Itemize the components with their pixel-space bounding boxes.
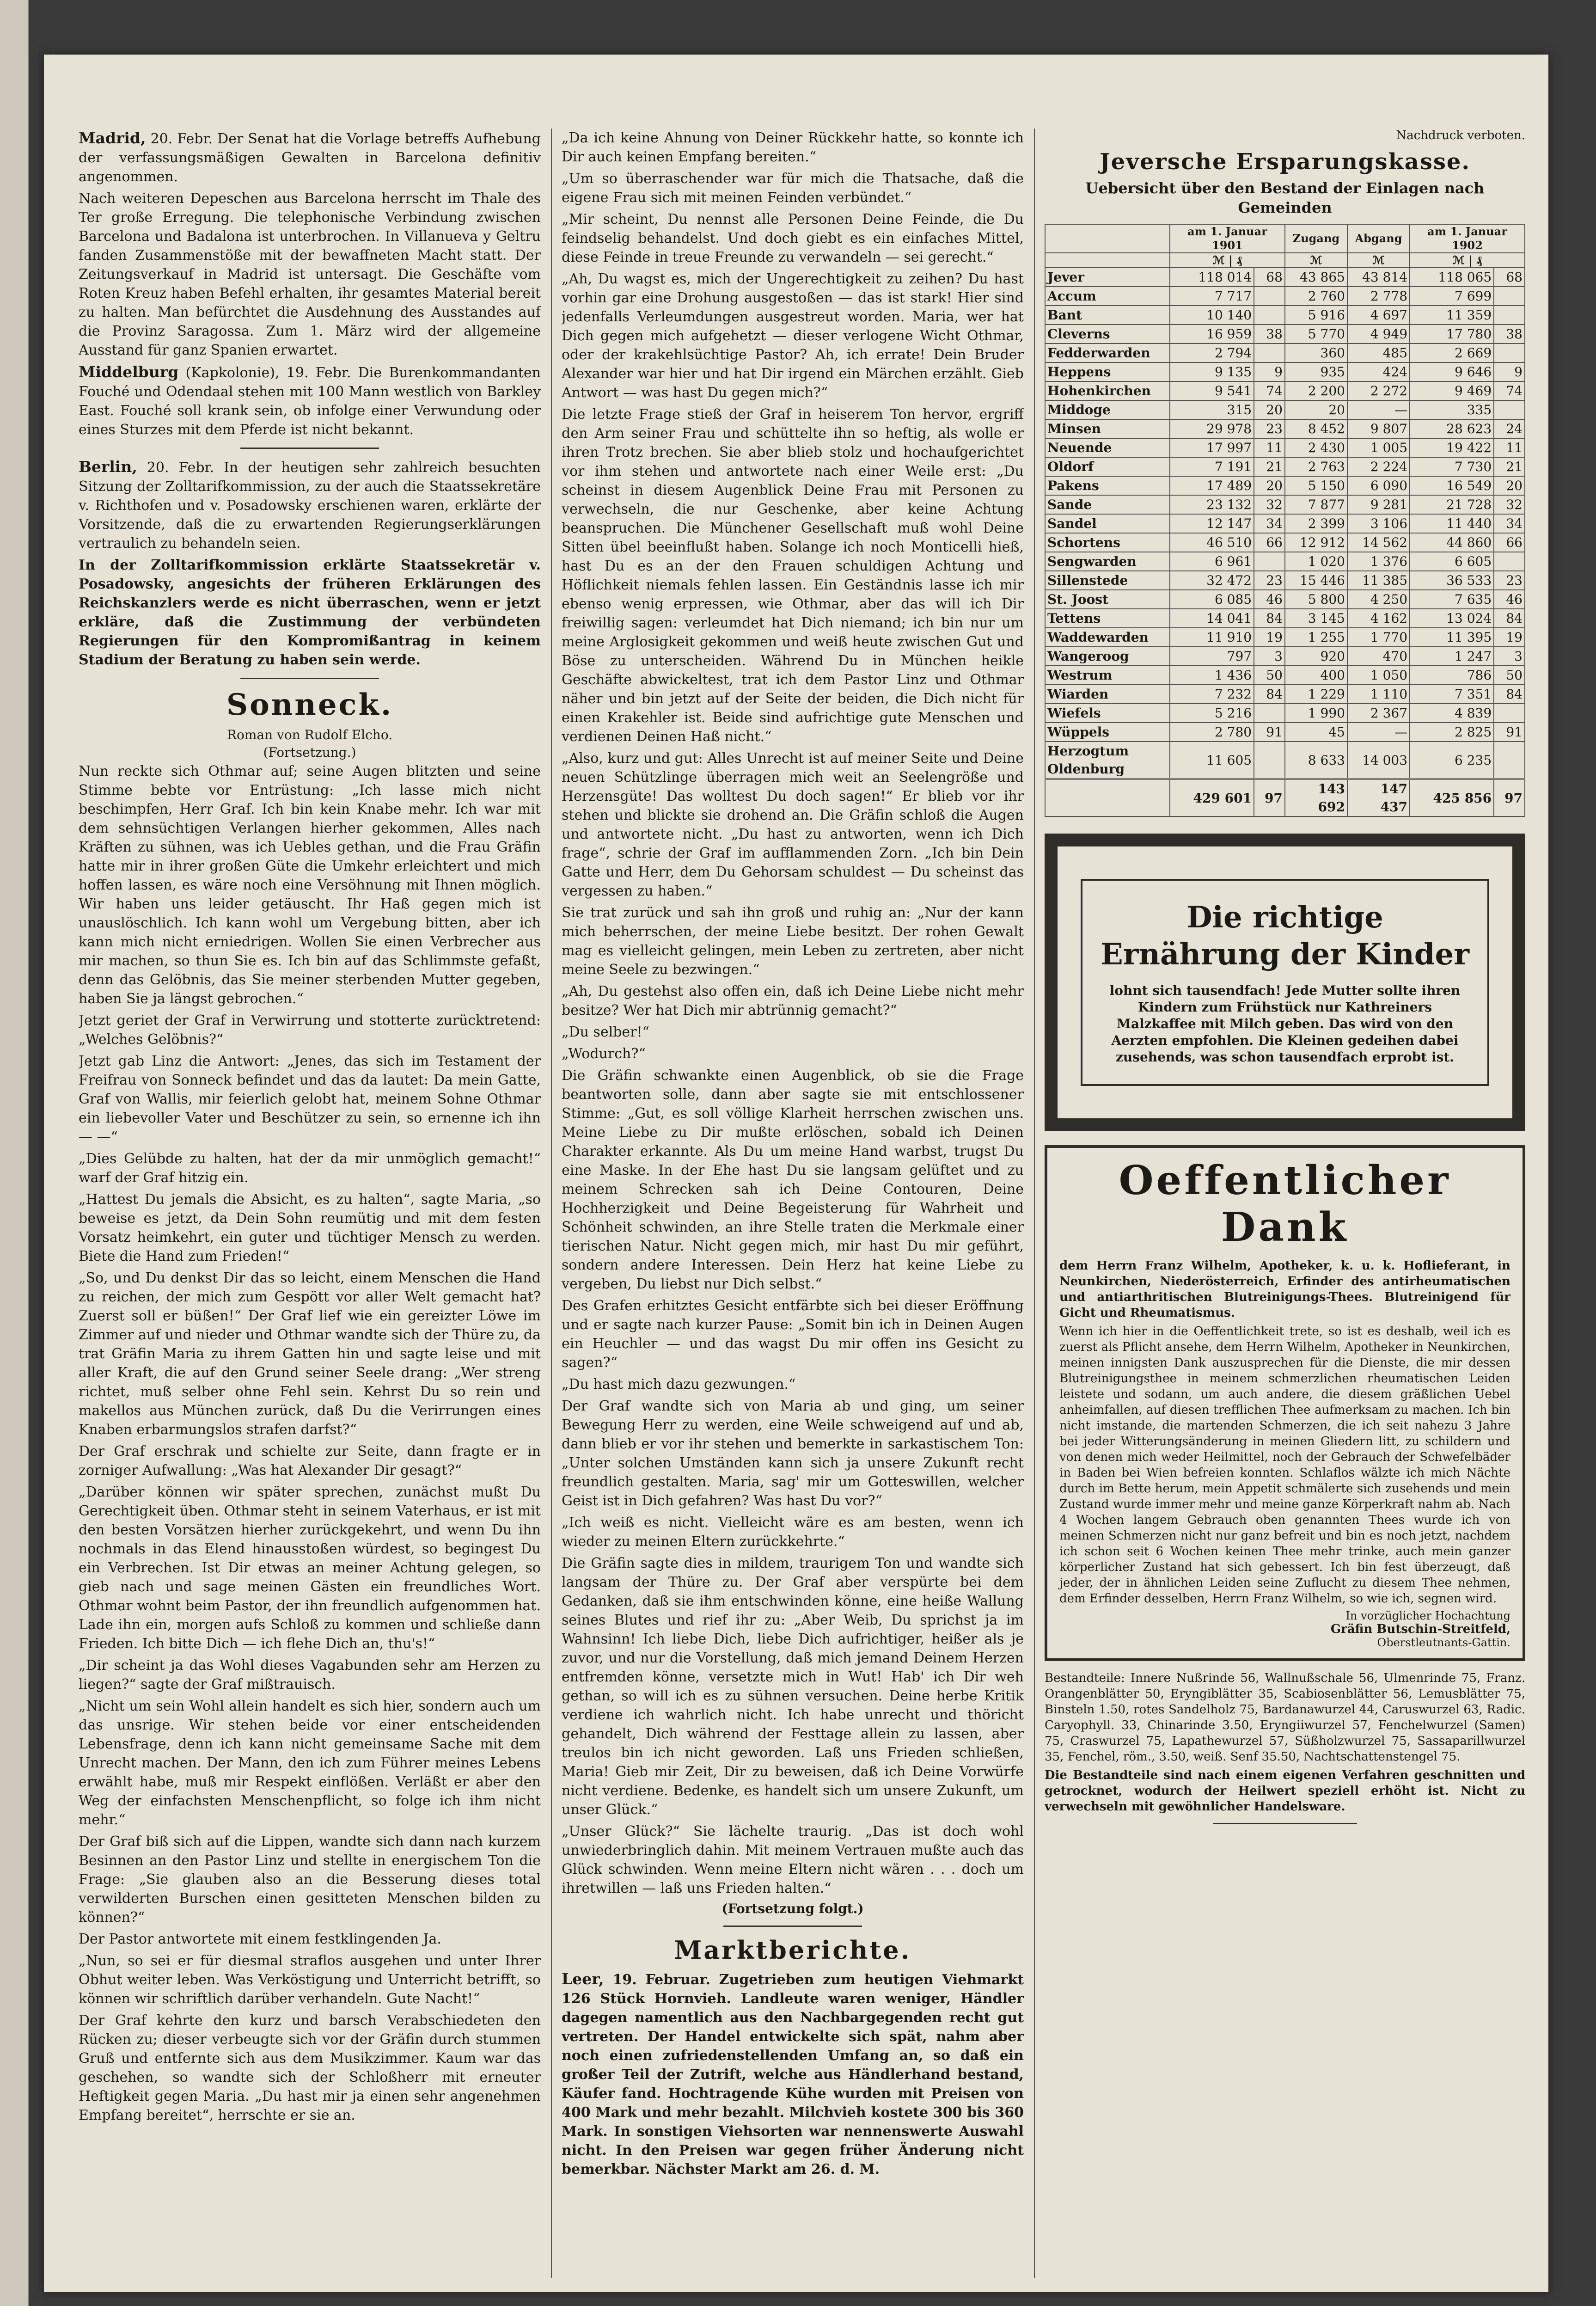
table-cell: 68	[1254, 268, 1285, 287]
novel-text-continued	[562, 129, 1024, 1898]
table-row	[1045, 325, 1525, 343]
table-cell: 21	[1494, 457, 1525, 476]
table-cell: 84	[1494, 685, 1525, 704]
thank-you-advertisement	[1045, 1145, 1525, 1661]
table-cell: 1 110	[1347, 685, 1410, 704]
table-cell: 920	[1285, 647, 1347, 666]
municipality-name: Schortens	[1045, 533, 1170, 552]
table-cell	[1494, 343, 1525, 362]
table-cell: 2 778	[1347, 287, 1410, 306]
table-cell: 11 359	[1410, 306, 1494, 325]
municipality-name: Oldorf	[1045, 457, 1170, 476]
table-row	[1045, 268, 1525, 287]
table-cell: 935	[1285, 362, 1347, 381]
table-cell: 11 440	[1410, 514, 1494, 533]
table-cell: 2 825	[1410, 723, 1494, 742]
kathreiner-advertisement	[1045, 834, 1525, 1131]
table-cell: 66	[1494, 533, 1525, 552]
table-row	[1045, 287, 1525, 306]
table-cell: 9 469	[1410, 381, 1494, 400]
municipality-name: Wiefels	[1045, 704, 1170, 723]
table-cell: 20	[1494, 476, 1525, 495]
table-row	[1045, 609, 1525, 628]
column-2	[562, 129, 1024, 2182]
novel-paragraph: Die letzte Frage stieß der Graf in heiserem Ton hervor, ergriff den Arm seiner Frau und schüttelte ihn so heftig, als wolle er ihren Trotz brechen. Sie aber blieb stolz und hochaufgerichtet vor ihm stehen und antwortete nach einer Weile erst: „Du scheinst in diesem Augenblick Deine Frau mit Personen zu verwechseln, die nur Geschenke, aber keine Achtung beanspruchen. Die Münchener Gesellschaft muß wohl Deine Sitten übel beeinflußt haben. Solange ich noch Monticelli hieß, hast Du es an der den Frauen schuldigen Achtung und Höflichkeit niemals fehlen lassen. Ein Geständnis lasse ich mir ebenso wenig erpressen, wie Othmar, aber das will ich Dir freiwillig sagen: verleumdet hat Dich niemand; ich bin nur um meine Arglosigkeit gekommen und weiß heute zwischen Gut und Böse zu unterscheiden. Während Du in München heikle Geschäfte abwickeltest, trat ich dem Pastor Linz und Othmar näher und bin jetzt auf der Seite der beiden, die Dich nicht für einen Krakehler ist. Beide sind aufrichtige gute Menschen und verdienen Deinen Haß nicht.“	[562, 406, 1024, 745]
table-cell: 9	[1494, 362, 1525, 381]
table-cell: 11 910	[1170, 628, 1254, 647]
table-cell: 1 247	[1410, 647, 1494, 666]
novel-paragraph: Der Graf biß sich auf die Lippen, wandte sich dann nach kurzem Besinnen an den Pastor Linz und stellte in energischem Ton die Frage: „Sie glauben also an die Besserung dieses total verwilderten Burschen einen gesitteten Menschen bilden zu können?“	[79, 1834, 541, 1926]
total-cell: 429 601	[1170, 779, 1254, 816]
table-row	[1045, 495, 1525, 514]
divider	[723, 1926, 862, 1927]
ad-signature-greeting: In vorzüglicher Hochachtung	[1345, 1609, 1510, 1622]
table-cell: 74	[1494, 381, 1525, 400]
ad-body: Wenn ich hier in die Oeffentlichkeit trete, so ist es deshalb, weil ich es zuerst als Pflicht ansehe, dem Herrn Wilhelm, Apotheker in Neunkirchen, meinen innigsten Dank auszusprechen für die Dienste, die mir dessen Blutreinigungsthee in meinem schmerzlichen rheumatischen Leiden leistete und sodann, um auch andere, die diesem gräßlichen Uebel anheimfallen, auf diesen trefflichen Thee aufmerksam zu machen. Ich bin nicht imstande, die martenden Schmerzen, die ich seit nahezu 3 Jahre bei jeder Witterungsänderung in meinen Gliedern litt, zu schildern und von denen mich weder Heilmittel, noch der Gebrauch der Schwefelbäder in Baden bei Wien befreien konnten. Schlaflos wälzte ich mich Nächte durch im Bette herum, mein Appetit schmälerte sich zusehends und mein Zustand wurde immer mehr und meine ganze Körperkraft nahm ab. Nach 4 Wochen langem Gebrauch oben genannten Thees wurde ich von meinen Schmerzen nicht nur ganz befreit und bin es noch jetzt, nachdem ich schon seit 6 Wochen keinen Thee mehr trinke, auch mein ganzer körperlicher Zustand hat sich gebessert. Ich bin fest überzeugt, daß jeder, der in ähnlichen Leiden seine Zuflucht zu diesem Thee nehmen, dem Erfinder desselben, Herrn Franz Wilhelm, so wie ich, segnen wird.	[1059, 1325, 1510, 1606]
table-cell	[1494, 742, 1525, 779]
table-cell: 2 760	[1285, 287, 1347, 306]
municipality-name: Sillenstede	[1045, 571, 1170, 590]
table-cell: 1 990	[1285, 704, 1347, 723]
total-cell: 147 437	[1347, 779, 1410, 816]
table-cell: 1 229	[1285, 685, 1347, 704]
table-cell: 6 605	[1410, 552, 1494, 571]
table-cell: 9 541	[1170, 381, 1254, 400]
table-cell: 11 395	[1410, 628, 1494, 647]
table-cell: 36 533	[1410, 571, 1494, 590]
table-cell: 4 949	[1347, 325, 1410, 343]
table-cell: 21	[1254, 457, 1285, 476]
table-cell: 38	[1494, 325, 1525, 343]
table-cell: 2 780	[1170, 723, 1254, 742]
table-cell: 5 800	[1285, 590, 1347, 609]
novel-paragraph: Jetzt geriet der Graf in Verwirrung und stotterte zurücktretend: „Welches Gelöbnis?“	[79, 1012, 541, 1048]
column-rule	[551, 129, 552, 2278]
table-cell: 470	[1347, 647, 1410, 666]
table-row	[1045, 343, 1525, 362]
table-cell: 11 385	[1347, 571, 1410, 590]
table-cell: 5 770	[1285, 325, 1347, 343]
ingredients: Bestandteile: Innere Nußrinde 56, Wallnußschale 56, Ulmenrinde 75, Franz. Orangenblätter 50, Eryngiblätter 35, Scabiosenblätter 56, Lemusblätter 75, Binsteln 1.50, rotes Sandelholz 75, Bardanawurzel 44, Caruswurzel 63, Radic. Caryophyll. 33, Chinarinde 3.50, Eryngiiwurzel 57, Fenchelwurzel (Samen) 75, Craswurzel 75, Lapathewurzel 57, Süßholzwurzel 75, Sassaparillwurzel 35, Fenchel, röm., 3.50, weiß. Senf 35.50, Nachtschattenstengel 75.	[1045, 1671, 1525, 1764]
table-cell	[1494, 552, 1525, 571]
table-cell: 19 422	[1410, 438, 1494, 457]
table-cell: 9 646	[1410, 362, 1494, 381]
table-unit: ℳ | ₰	[1410, 253, 1525, 268]
table-row	[1045, 685, 1525, 704]
table-cell: 32 472	[1170, 571, 1254, 590]
novel-paragraph: „Also, kurz und gut: Alles Unrecht ist auf meiner Seite und Deine neuen Schützlinge überragen mich weit an Seelengröße und Herzensgüte! Das wolltest Du doch sagen!“ Er blieb vor ihr stehen und blickte sie drohend an. Die Gräfin schloß die Augen und antwortete nicht. „Du hast zu antworten, wenn ich Dich frage“, schrie der Graf im aufflammenden Zorn. „Ich bin Dein Gatte und Herr, dem Du Gehorsam schuldest — Du scheinst das vergessen zu haben.“	[562, 750, 1024, 899]
savings-bank-title: Jeversche Ersparungskasse.	[1099, 149, 1471, 175]
novel-paragraph: Des Grafen erhitztes Gesicht entfärbte sich bei dieser Eröffnung und er sagte nach kurzer Pause: „Somit bin ich in Deinen Augen ein Heuchler — und das wagst Du mir offen ins Gesicht zu sagen?“	[562, 1298, 1024, 1371]
table-cell: 46 510	[1170, 533, 1254, 552]
table-row	[1045, 704, 1525, 723]
novel-text	[79, 762, 541, 2125]
market-report-leer: Leer, 19. Februar. Zugetrieben zum heutigen Viehmarkt 126 Stück Hornvieh. Landleute waren weniger, Händler dagegen namentlich aus den Nachbargegenden recht gut vertreten. Der Handel entwickelte sich spät, nahm aber noch einen zufriedenstellenden Umfang an, so daß ein großer Teil der Zutrift, welche aus Händlerhand bestand, Käufer fand. Hochtragende Kühe wurden mit Preisen von 400 Mark und mehr bezahlt. Milchvieh kostete 300 bis 360 Mark. In sonstigen Viehsorten war nennenswerte Auswahl nicht. In den Preisen war gegen früher Änderung nicht bemerkbar. Nächster Markt am 26. d. M.	[562, 1970, 1024, 2177]
table-cell: 7 635	[1410, 590, 1494, 609]
column-rule	[1034, 129, 1035, 2278]
municipality-name: St. Joost	[1045, 590, 1170, 609]
news-berlin-p2: In der Zolltarifkommission erklärte Staatssekretär v. Posadowsky, angesichts der früheren Erklärungen des Reichskanzlers werde es nicht überraschen, wenn er jetzt erkläre, daß die Zustimmung der verbündeten Regierungen für den Kompromißantrag in keinem Stadium der Beratung zu haben sein werde.	[79, 557, 541, 668]
table-cell: 2 272	[1347, 381, 1410, 400]
novel-paragraph: „Mir scheint, Du nennst alle Personen Deine Feinde, die Du feindselig behandelst. Und doch giebt es ein einfaches Mittel, diese Feinde in treue Freunde zu verwandeln — sei gerecht.“	[562, 211, 1024, 265]
table-cell: 6 090	[1347, 476, 1410, 495]
table-cell: 91	[1494, 723, 1525, 742]
novel-paragraph: „Du hast mich dazu gezwungen.“	[562, 1376, 796, 1392]
table-cell: —	[1347, 723, 1410, 742]
municipality-name: Accum	[1045, 287, 1170, 306]
table-cell: 1 050	[1347, 666, 1410, 685]
novel-paragraph: „Um so überraschender war für mich die Thatsache, daß die eigene Frau sich mit meinen Feinden verbündet.“	[562, 171, 1024, 206]
table-cell: 74	[1254, 381, 1285, 400]
table-cell: 23 132	[1170, 495, 1254, 514]
table-cell: 14 003	[1347, 742, 1410, 779]
table-header: Abgang	[1347, 224, 1410, 253]
table-cell: 50	[1494, 666, 1525, 685]
table-cell: 9 281	[1347, 495, 1410, 514]
table-cell: 8 633	[1285, 742, 1347, 779]
table-total-row	[1045, 779, 1525, 816]
municipality-name: Waddewarden	[1045, 628, 1170, 647]
news-middelburg: Middelburg (Kapkolonie), 19. Febr. Die Burenkommandanten Fouché und Odendaal stehen mit 100 Mann westlich von Barkley East. Fouché soll krank sein, ob infolge einer Verwundung oder eines Sturzes mit dem Pferde ist nicht bekannt.	[79, 363, 541, 438]
table-cell: 20	[1285, 400, 1347, 419]
municipality-name: Hohenkirchen	[1045, 381, 1170, 400]
table-cell	[1494, 400, 1525, 419]
table-row	[1045, 400, 1525, 419]
table-cell: 44 860	[1410, 533, 1494, 552]
table-header: am 1. Januar 1902	[1410, 224, 1525, 253]
municipality-name: Middoge	[1045, 400, 1170, 419]
table-cell: 3 145	[1285, 609, 1347, 628]
table-cell: 424	[1347, 362, 1410, 381]
total-cell: 425 856	[1410, 779, 1494, 816]
table-cell: 6 235	[1410, 742, 1494, 779]
table-cell: 29 978	[1170, 419, 1254, 438]
municipality-name: Tettens	[1045, 609, 1170, 628]
table-cell: 118 014	[1170, 268, 1254, 287]
table-row	[1045, 419, 1525, 438]
novel-paragraph: Der Graf erschrak und schielte zur Seite, dann fragte er in zorniger Aufwallung: „Was hat Alexander Dir gesagt?“	[79, 1443, 541, 1478]
table-cell	[1494, 287, 1525, 306]
table-header	[1045, 224, 1170, 253]
ad-inner-frame	[1081, 879, 1489, 1086]
table-cell: 1 005	[1347, 438, 1410, 457]
table-row	[1045, 571, 1525, 590]
column-1	[79, 129, 541, 2128]
table-row	[1045, 552, 1525, 571]
table-cell	[1494, 306, 1525, 325]
novel-paragraph: Nun reckte sich Othmar auf; seine Augen blitzten und seine Stimme bebte vor Entrüstung: „Ich lasse mich nicht beschimpfen, Herr Graf. Ich bin kein Knabe mehr. Ich war mit dem sehnsüchtigen Verlangen hierher gekommen, Alles nach Kräften zu sühnen, was ich Uebles gethan, und die Frau Gräfin hatte mir in ihrer großen Güte die Umkehr erleichtert und mich hoffen lassen, es wäre noch eine Versöhnung mit Ihnen möglich. Wir haben uns leider getäuscht. Ihr Haß gegen mich ist unauslöschlich. Ich kann wohl um Vergebung bitten, aber ich kann mich nicht erniedrigen. Wollen Sie einen Verbrecher aus mir machen, so thun Sie es. Ich bin auf das Schlimmste gefaßt, denn das Gelöbnis, das Sie meiner sterbenden Mutter gegeben, haben Sie ja längst gebrochen.“	[79, 763, 541, 1007]
novel-author: Roman von Rudolf Elcho.	[226, 727, 393, 742]
table-cell: 12 912	[1285, 533, 1347, 552]
municipality-name: Sandel	[1045, 514, 1170, 533]
table-cell: 23	[1254, 571, 1285, 590]
municipality-name: Minsen	[1045, 419, 1170, 438]
table-cell: 23	[1494, 571, 1525, 590]
municipality-name: Sengwarden	[1045, 552, 1170, 571]
column-3	[1045, 129, 1525, 1833]
novel-paragraph: Der Pastor antwortete mit einem festklingenden Ja.	[79, 1931, 441, 1947]
novel-paragraph: „Unser Glück?“ Sie lächelte traurig. „Das ist doch wohl unwiederbringlich dahin. Mit meinem Vertrauen mußte auch das Glück schwinden. Wenn meine Eltern nicht wären . . . doch um ihretwillen — laß uns Frieden halten.“	[562, 1823, 1024, 1896]
table-cell: 84	[1254, 685, 1285, 704]
table-row	[1045, 438, 1525, 457]
table-cell: 50	[1254, 666, 1285, 685]
novel-paragraph: „Ah, Du gestehst also offen ein, daß ich Deine Liebe nicht mehr besitze? Wer hat Dich mir abtrünnig gemacht?“	[562, 983, 1024, 1018]
table-cell: 400	[1285, 666, 1347, 685]
table-cell: 2 200	[1285, 381, 1347, 400]
novel-paragraph: „Du selber!“	[562, 1024, 649, 1040]
municipality-name: Heppens	[1045, 362, 1170, 381]
table-cell: 66	[1254, 533, 1285, 552]
novel-paragraph: „Da ich keine Ahnung von Deiner Rückkehr hatte, so konnte ich Dir auch keinen Empfang bereiten.“	[562, 130, 1024, 165]
table-cell: 9 135	[1170, 362, 1254, 381]
novel-title: Sonneck.	[226, 687, 393, 722]
table-cell: 32	[1494, 495, 1525, 514]
table-cell: 46	[1494, 590, 1525, 609]
table-cell: 4 839	[1410, 704, 1494, 723]
table-cell: 45	[1285, 723, 1347, 742]
table-cell: 2 430	[1285, 438, 1347, 457]
municipality-name: Fedderwarden	[1045, 343, 1170, 362]
table-row	[1045, 381, 1525, 400]
ad-signature-name: Gräfin Butschin-Streitfeld,	[1330, 1622, 1510, 1636]
novel-paragraph: Der Graf wandte sich von Maria ab und ging, um seiner Bewegung Herr zu werden, eine Weile schweigend auf und ab, dann blieb er vor ihr stehen und bemerkte in sarkastischem Ton: „Unter solchen Umständen kann sich ja unsere Zukunft recht freundlich gestalten. Maria, sag' mir um Gotteswillen, welcher Geist ist in Dich gefahren? Was hast Du vor?“	[562, 1398, 1024, 1509]
ad-headline: Die richtige Ernährung der Kinder	[1101, 900, 1469, 972]
table-cell: 21 728	[1410, 495, 1494, 514]
table-cell	[1254, 704, 1285, 723]
table-cell: 786	[1410, 666, 1494, 685]
table-row	[1045, 457, 1525, 476]
table-cell: 118 065	[1410, 268, 1494, 287]
table-cell: 20	[1254, 400, 1285, 419]
table-cell: 7 232	[1170, 685, 1254, 704]
table-cell: 4 697	[1347, 306, 1410, 325]
ingredients-note: Die Bestandteile sind nach einem eigenen Verfahren geschnitten und getrocknet, wodurch der Heilwert speziell erhöht ist. Nicht zu verwechseln mit gewöhnlicher Handelsware.	[1045, 1768, 1525, 1814]
table-cell: 14 041	[1170, 609, 1254, 628]
table-cell: 19	[1494, 628, 1525, 647]
table-row	[1045, 514, 1525, 533]
table-cell: 5 150	[1285, 476, 1347, 495]
previous-page-edge	[0, 0, 29, 2306]
news-berlin: Berlin, 20. Febr. In der heutigen sehr zahlreich besuchten Sitzung der Zolltarifkommission, zu der auch die Staatssekretäre v. Richthofen und v. Posadowsky erschienen waren, erklärte der Vorsitzende, daß die zu erwartenden Regierungserklärungen vertraulich zu behandeln seien.	[79, 458, 541, 552]
table-cell: 38	[1254, 325, 1285, 343]
municipality-name: Wüppels	[1045, 723, 1170, 742]
table-cell: 43 814	[1347, 268, 1410, 287]
table-row	[1045, 476, 1525, 495]
table-cell: 3	[1254, 647, 1285, 666]
table-cell: 2 794	[1170, 343, 1254, 362]
table-cell: 6 961	[1170, 552, 1254, 571]
novel-paragraph: „Nun, so sei er für diesmal straflos ausgehen und unter Ihrer Obhut weiter leben. Was Verköstigung und Unterricht betrifft, so können wir schriftlich darüber verhandeln. Gute Nacht!“	[79, 1953, 541, 2007]
table-row	[1045, 666, 1525, 685]
total-cell: 97	[1254, 779, 1285, 816]
municipality-name: Herzogtum Oldenburg	[1045, 742, 1170, 779]
table-unit: ℳ	[1347, 253, 1410, 268]
municipality-name: Pakens	[1045, 476, 1170, 495]
table-cell	[1254, 306, 1285, 325]
municipality-name: Bant	[1045, 306, 1170, 325]
table-cell: 23	[1254, 419, 1285, 438]
table-cell: 34	[1254, 514, 1285, 533]
table-cell: 14 562	[1347, 533, 1410, 552]
table-cell: 5 916	[1285, 306, 1347, 325]
table-cell: 84	[1494, 609, 1525, 628]
table-unit: ℳ | ₰	[1170, 253, 1285, 268]
table-cell: 1 255	[1285, 628, 1347, 647]
table-cell: 28 623	[1410, 419, 1494, 438]
table-cell: 20	[1254, 476, 1285, 495]
novel-paragraph: „Dir scheint ja das Wohl dieses Vagabunden sehr am Herzen zu liegen?“ sagte der Graf mißtrauisch.	[79, 1657, 541, 1693]
table-row	[1045, 628, 1525, 647]
novel-paragraph: „Wodurch?“	[562, 1046, 646, 1062]
savings-table	[1045, 224, 1525, 817]
table-cell: 19	[1254, 628, 1285, 647]
novel-paragraph: „So, und Du denkst Dir das so leicht, einem Menschen die Hand zu reichen, der mich zum Gespött vor aller Welt gemacht hat? Zuerst soll er büßen!“ Der Graf lief wie ein gereizter Löwe im Zimmer auf und nieder und Othmar wandte sich der Thüre zu, da trat Gräfin Maria zu ihrem Gatten hin und sagte leise und mit aller Kraft, die auf den Grund seiner Seele drang: „Wer streng richtet, muß selber ohne Fehl sein. Kehrst Du so rein und makellos aus München zurück, daß Du die Verirrungen eines Knaben erbarmungslos strafen darfst?“	[79, 1270, 541, 1438]
total-cell: 143 692	[1285, 779, 1347, 816]
table-cell: 9 807	[1347, 419, 1410, 438]
novel-paragraph: Jetzt gab Linz die Antwort: „Jenes, das sich im Testament der Freifrau von Sonneck befindet und das da lautet: Da mein Gatte, Graf von Wallis, mir feierlich gelobt hat, meinem Sohne Othmar ein liebevoller Vater und Beschützer zu sein, so ernenne ich ihn — —“	[79, 1053, 541, 1145]
table-cell: 17 780	[1410, 325, 1494, 343]
table-row	[1045, 590, 1525, 609]
table-row	[1045, 723, 1525, 742]
municipality-name: Jever	[1045, 268, 1170, 287]
table-unit	[1045, 253, 1170, 268]
table-row	[1045, 533, 1525, 552]
table-cell: 15 446	[1285, 571, 1347, 590]
table-header: Zugang	[1285, 224, 1347, 253]
novel-paragraph: „Ich weiß es nicht. Vielleicht wäre es am besten, wenn ich wieder zu meinen Eltern zurückkehrte.“	[562, 1515, 1024, 1550]
table-cell: 16 549	[1410, 476, 1494, 495]
market-report-title: Marktberichte.	[674, 1935, 911, 1965]
novel-paragraph: Der Graf kehrte den kurz und barsch Verabschiedeten den Rücken zu; dieser verbeugte sich vor der Gräfin durch stummen Gruß und entfernte sich aus dem Musikzimmer. Kaum war das geschehen, so wandte sich der Schloßherr mit erneuter Heftigkeit gegen Maria. „Du hast mir ja einen sehr angenehmen Empfang bereitet“, herrschte er sie an.	[79, 2012, 541, 2123]
table-cell: 7 717	[1170, 287, 1254, 306]
table-cell: 17 489	[1170, 476, 1254, 495]
divider	[240, 448, 379, 449]
table-cell: 797	[1170, 647, 1254, 666]
municipality-name: Sande	[1045, 495, 1170, 514]
table-cell: 2 224	[1347, 457, 1410, 476]
table-cell: 3 106	[1347, 514, 1410, 533]
table-cell	[1254, 552, 1285, 571]
table-cell: 1 376	[1347, 552, 1410, 571]
divider	[1213, 1823, 1357, 1824]
table-cell: 5 216	[1170, 704, 1254, 723]
table-cell: 485	[1347, 343, 1410, 362]
ad-headline: Oeffentlicher Dank	[1119, 1157, 1451, 1251]
ad-lead: dem Herrn Franz Wilhelm, Apotheker, k. u. k. Hoflieferant, in Neunkirchen, Niederösterreich, Erfinder des antirheumatischen und antiarthritischen Blutreinigungs-Thees. Blutreinigend für Gicht und Rheumatismus.	[1059, 1259, 1510, 1320]
novel-paragraph: „Hattest Du jemals die Absicht, es zu halten“, sagte Maria, „so beweise es jetzt, da Dein Sohn reumütig und mit dem festen Vorsatz heimkehrt, ein guter und tüchtiger Mensch zu werden. Biete die Hand zum Frieden!“	[79, 1191, 541, 1264]
news-madrid: Madrid, 20. Febr. Der Senat hat die Vorlage betreffs Aufhebung der verfassungsmäßigen Gewalten in Barcelona definitiv angenommen.	[79, 129, 541, 185]
total-cell	[1045, 779, 1170, 816]
table-cell: 7 730	[1410, 457, 1494, 476]
table-cell	[1494, 704, 1525, 723]
table-cell: 360	[1285, 343, 1347, 362]
table-cell: 4 250	[1347, 590, 1410, 609]
reprint-notice: Nachdruck verboten.	[1396, 129, 1525, 142]
table-cell: 7 877	[1285, 495, 1347, 514]
table-cell	[1254, 287, 1285, 306]
novel-paragraph: „Nicht um sein Wohl allein handelt es sich hier, sondern auch um das unsrige. Wir stehen beide vor einer entscheidenden Lebensfrage, denn ich kann nicht gemeinsame Sache mit dem Unrecht machen. Der Mann, den ich zum Führer meines Lebens erwählt habe, muß mir Respekt einflößen. Verläßt er aber den Weg der einfachsten Menschenpflicht, so folge ich ihm nicht mehr.“	[79, 1698, 541, 1828]
to-be-continued: (Fortsetzung folgt.)	[722, 1901, 864, 1916]
table-cell: 1 020	[1285, 552, 1347, 571]
table-cell: 13 024	[1410, 609, 1494, 628]
table-cell: 11	[1254, 438, 1285, 457]
table-cell: 17 997	[1170, 438, 1254, 457]
novel-paragraph: Sie trat zurück und sah ihn groß und ruhig an: „Nur der kann mich beherrschen, der meine Liebe besitzt. Der rohen Gewalt mag es vielleicht gelingen, mein Leben zu zertreten, aber nicht meine Seele zu bezwingen.“	[562, 905, 1024, 978]
table-row	[1045, 362, 1525, 381]
table-cell: 16 959	[1170, 325, 1254, 343]
table-cell: 9	[1254, 362, 1285, 381]
table-cell: 8 452	[1285, 419, 1347, 438]
municipality-name: Westrum	[1045, 666, 1170, 685]
novel-continuation: (Fortsetzung.)	[263, 745, 356, 760]
table-cell: 7 351	[1410, 685, 1494, 704]
table-row	[1045, 306, 1525, 325]
table-cell: 315	[1170, 400, 1254, 419]
table-cell	[1254, 343, 1285, 362]
divider	[240, 678, 379, 679]
table-unit: ℳ	[1285, 253, 1347, 268]
novel-paragraph: Die Gräfin schwankte einen Augenblick, ob sie die Frage beantworten solle, dann aber sagte sie mit entschlossener Stimme: „Gut, es soll völlige Klarheit herrschen zwischen uns. Meine Liebe zu Dir mußte erlöschen, sobald ich Deinen Charakter erkannte. Als Du um meine Hand warbst, trugst Du eine Maske. In der Ehe hast Du sie langsam gelüftet und zu meinem Schrecken sah ich Deine Contouren, Deine Hochherzigkeit und Deine Begeisterung für Wahrheit und Schönheit schwinden, an ihre Stelle traten die Merkmale einer tierischen Natur. Nicht gegen mich, mir hast Du mir geführt, sondern andere Interessen. Dein Herz hat keine Liebe zu vergeben, Du liebst nur Dich selbst.“	[562, 1067, 1024, 1292]
ad-signature-title: Oberstleutnants-Gattin.	[1377, 1636, 1510, 1649]
municipality-name: Cleverns	[1045, 325, 1170, 343]
table-cell: 7 191	[1170, 457, 1254, 476]
table-cell: 1 436	[1170, 666, 1254, 685]
table-cell: 11	[1494, 438, 1525, 457]
novel-paragraph: Die Gräfin sagte dies in mildem, traurigem Ton und wandte sich langsam der Thüre zu. Der Graf aber verspürte bei dem Gedanken, daß sie ihm entschwinden könne, eine heiße Wallung seines Blutes und rief ihr zu: „Aber Weib, Du sprichst ja im Wahnsinn! Ich liebe Dich, liebe Dich aufrichtiger, heißer als je zuvor, und nur die Vorstellung, daß mich jemand Deinem Herzen entfremden könne, versetzte mich in Wut! Hab' ich Dir weh gethan, so will ich es zu sühnen versuchen. Deine herbe Kritik verdiene ich wahrlich nicht. Ich habe unrecht und thöricht gehandelt, Dich während der Festtage allein zu lassen, aber treulos bin ich nicht geworden. Laß uns Frieden schließen, Maria! Gieb mir Zeit, Dir zu beweisen, daß ich Deine Vorwürfe nicht verdiene. Bedenke, es handelt sich um unsere Zukunft, um unser Glück.“	[562, 1555, 1024, 1818]
table-cell: 12 147	[1170, 514, 1254, 533]
table-cell: 11 605	[1170, 742, 1254, 779]
table-cell: 1 770	[1347, 628, 1410, 647]
table-cell: 84	[1254, 609, 1285, 628]
table-cell: —	[1347, 400, 1410, 419]
table-cell: 335	[1410, 400, 1494, 419]
municipality-name: Neuende	[1045, 438, 1170, 457]
table-cell: 7 699	[1410, 287, 1494, 306]
table-cell: 6 085	[1170, 590, 1254, 609]
novel-paragraph: „Dies Gelübde zu halten, hat der da mir unmöglich gemacht!“ warf der Graf hitzig ein.	[79, 1151, 541, 1186]
table-row	[1045, 742, 1525, 779]
municipality-name: Wiarden	[1045, 685, 1170, 704]
table-cell: 3	[1494, 647, 1525, 666]
novel-paragraph: „Darüber können wir später sprechen, zunächst mußt Du Gerechtigkeit üben. Othmar steht in seinem Vaterhaus, er ist mit den besten Vorsätzen hierher zurückgekehrt, und wenn Du ihn nochmals in das Elend hinausstoßen würdest, so begingest Du ein Verbrechen. Ist Dir etwas an meiner Achtung gelegen, so gieb nach und sage meinen Gästen ein freundliches Wort. Othmar wohnt beim Pastor, der ihn freundlich aufgenommen hat. Lade ihn ein, morgen aufs Schloß zu kommen und schließe dann Frieden. Ich bitte Dich — ich flehe Dich an, thu's!“	[79, 1484, 541, 1652]
total-cell: 97	[1494, 779, 1525, 816]
table-cell: 46	[1254, 590, 1285, 609]
table-cell: 68	[1494, 268, 1525, 287]
table-cell: 91	[1254, 723, 1285, 742]
ad-text: lohnt sich tausendfach! Jede Mutter sollte ihren Kindern zum Frühstück nur Kathreiners Malzkaffee mit Milch geben. Das wird von den Aerzten empfohlen. Die Kleinen gedeihen dabei zusehends, was schon tausendfach erprobt ist.	[1109, 983, 1461, 1065]
table-cell: 4 162	[1347, 609, 1410, 628]
table-cell: 10 140	[1170, 306, 1254, 325]
table-cell: 34	[1494, 514, 1525, 533]
table-cell: 2 399	[1285, 514, 1347, 533]
table-cell: 24	[1494, 419, 1525, 438]
news-madrid-p2: Nach weiteren Depeschen aus Barcelona herrscht im Thale des Ter große Erregung. Die telephonische Verbindung zwischen Barcelona und Badalona ist unterbrochen. In Villanueva y Geltru fanden Zusammenstöße mit der bewaffneten Macht statt. Der Zeitungsverkauf in Madrid ist untersagt. Die Geschäfte vom Roten Kreuz haben Befehl erhalten, ihr gesamtes Material bereit zu halten. Man befürchtet die Ausdehnung des Ausstandes auf die Provinz Saragossa. Zum 1. März wird der allgemeine Ausstand für ganz Spanien erwartet.	[79, 190, 541, 358]
table-cell: 2 763	[1285, 457, 1347, 476]
table-cell: 32	[1254, 495, 1285, 514]
table-row	[1045, 647, 1525, 666]
table-cell	[1254, 742, 1285, 779]
table-cell: 43 865	[1285, 268, 1347, 287]
municipality-name: Wangeroog	[1045, 647, 1170, 666]
newspaper-page	[44, 55, 1548, 2292]
savings-bank-subtitle: Uebersicht über den Bestand der Einlagen nach Gemeinden	[1085, 179, 1485, 216]
table-cell: 2 367	[1347, 704, 1410, 723]
table-cell: 2 669	[1410, 343, 1494, 362]
table-header: am 1. Januar 1901	[1170, 224, 1285, 253]
novel-paragraph: „Ah, Du wagst es, mich der Ungerechtigkeit zu zeihen? Du hast vorhin gar eine Drohung ausgestoßen — das ist stark! Hier sind jedenfalls Verleumdungen ausgestreut worden. Maria, wer hat Dich gegen mich aufgehetzt — dieser verlogene Wicht Othmar, oder der krakehlsüchtige Pastor? Ah, ich errate! Dein Bruder Alexander war hier und hat Dir irgend ein Märchen erzählt. Gieb Antwort — was hast Du gegen mich?“	[562, 271, 1024, 401]
